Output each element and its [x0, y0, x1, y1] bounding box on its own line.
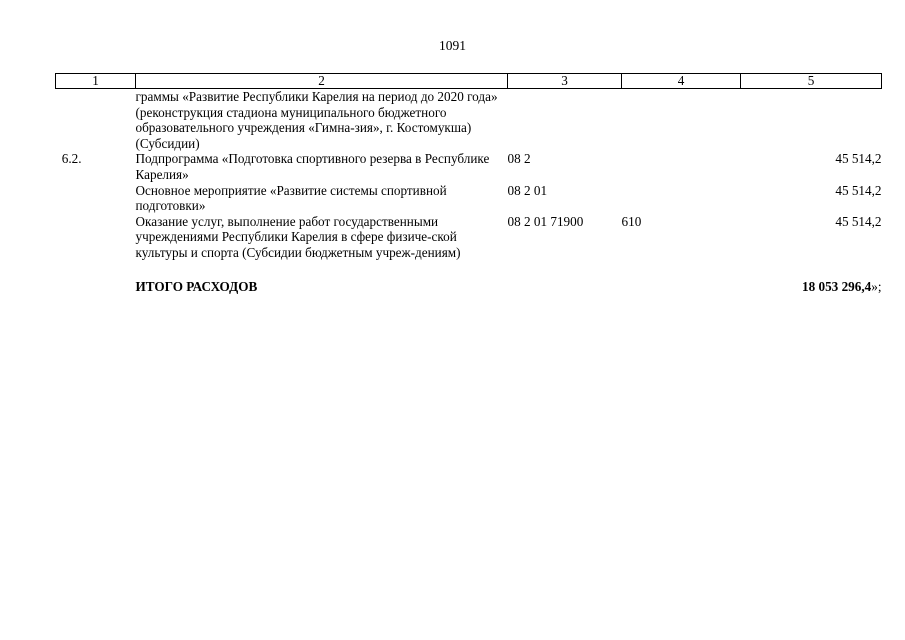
- row-amount: 45 514,2: [835, 213, 882, 229]
- row-type: 610: [621, 213, 642, 229]
- row-number: [56, 214, 136, 261]
- table-row: [56, 214, 882, 261]
- header-col-3: 3: [508, 74, 622, 89]
- row-name: Основное мероприятие «Развитие системы спортивной подготовки»: [135, 182, 447, 214]
- table-header-row: [56, 74, 882, 89]
- total-empty-cell: [56, 261, 136, 295]
- page-number: 1091: [439, 38, 466, 53]
- total-empty-cell: [508, 261, 622, 295]
- row-amount: 45 514,2: [835, 151, 882, 167]
- total-amount: 18 053 296,4: [802, 278, 872, 294]
- row-type: [622, 151, 741, 182]
- row-amount: [741, 89, 882, 152]
- row-code: [508, 89, 622, 152]
- row-name: Подпрограмма «Подготовка спортивного резерва в Республике Карелия»: [135, 151, 490, 182]
- row-amount: 45 514,2: [835, 182, 882, 198]
- total-suffix: »;: [871, 278, 882, 294]
- row-number: [56, 89, 136, 152]
- row-code: 08 2 01 71900: [507, 213, 584, 229]
- row-code: 08 2: [507, 151, 531, 167]
- row-type: [622, 183, 741, 214]
- total-empty-cell: [622, 261, 741, 295]
- row-code: 08 2 01: [507, 182, 548, 198]
- total-label: ИТОГО РАСХОДОВ: [135, 278, 258, 294]
- total-amount-cell: [741, 261, 882, 295]
- row-number: [56, 183, 136, 214]
- row-name: граммы «Развитие Республики Карелия на период до 2020 года» (реконструкция стадиона муниципального бюджетного образовательного учреждения «Гимна-зия», г. Костомукша) (Субсидии): [135, 89, 498, 151]
- table-row: [56, 183, 882, 214]
- header-col-1: 1: [56, 74, 136, 89]
- table-row: [56, 89, 882, 152]
- budget-table: [55, 73, 882, 294]
- row-name: Оказание услуг, выполнение работ государственными учреждениями Республики Карелия в сфере физиче-ской культуры и спорта (Субсидии бюджетным учреж-дениям): [135, 213, 461, 260]
- header-col-4: 4: [622, 74, 741, 89]
- total-row: [56, 261, 882, 295]
- row-number: 6.2.: [61, 151, 82, 167]
- header-col-2: 2: [136, 74, 508, 89]
- header-col-5: 5: [741, 74, 882, 89]
- table-row: [56, 151, 882, 182]
- row-type: [622, 89, 741, 152]
